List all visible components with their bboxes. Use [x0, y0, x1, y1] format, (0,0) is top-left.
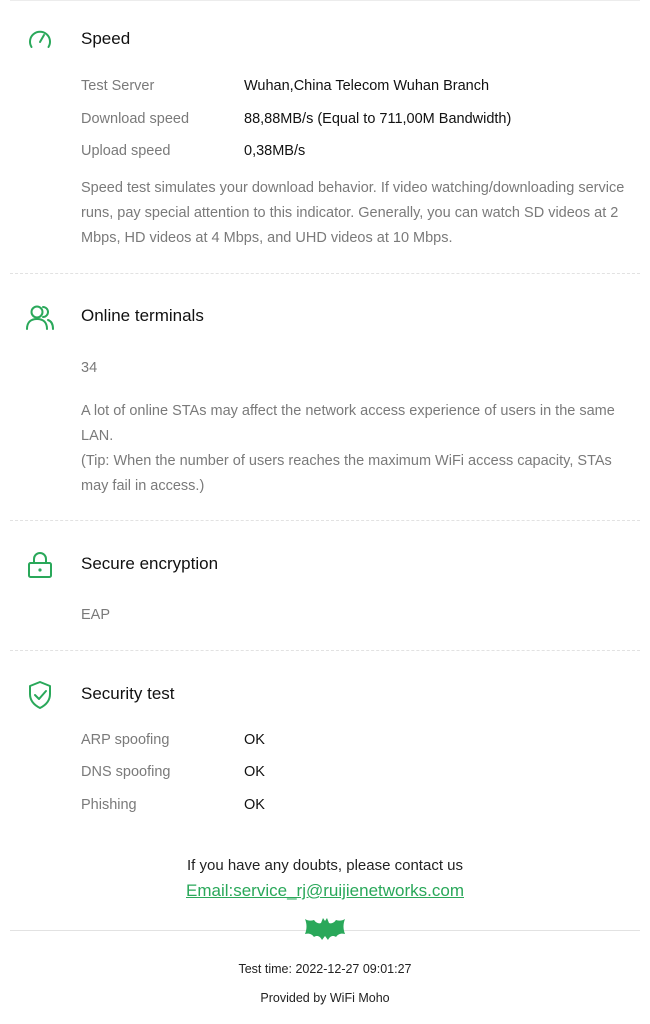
dns-label: DNS spoofing: [81, 764, 171, 780]
speed-row-server: [81, 76, 490, 96]
terminals-header: [24, 301, 204, 333]
speed-header: [24, 24, 131, 56]
download-label: Download speed: [81, 111, 190, 127]
top-divider: [10, 0, 640, 1]
security-row-arp: [81, 730, 265, 750]
test-time: Test time: 2022-12-27 09:01:27: [238, 962, 412, 976]
section-divider: [10, 650, 640, 651]
arp-value: OK: [244, 732, 265, 748]
contact-prompt: If you have any doubts, please contact us: [186, 857, 463, 874]
speed-row-download: [81, 109, 512, 129]
upload-label: Upload speed: [81, 143, 171, 159]
terminals-title: Online terminals: [81, 306, 204, 325]
terminals-count: 34: [81, 360, 98, 376]
speed-title: Speed: [81, 29, 131, 48]
encryption-header: [24, 549, 219, 581]
section-divider: [10, 520, 640, 521]
security-title: Security test: [81, 684, 175, 703]
email-link[interactable]: Email:service_rj@ruijienetworks.com: [186, 881, 464, 900]
bat-logo-icon: [304, 915, 346, 941]
contact-email: [0, 881, 650, 901]
speedometer-icon: [24, 24, 56, 56]
encryption-value: EAP: [81, 607, 111, 623]
encryption-title: Secure encryption: [81, 554, 219, 573]
users-icon: [24, 301, 56, 333]
speed-row-upload: [81, 141, 306, 161]
terminals-description: [81, 399, 636, 499]
server-label: Test Server: [81, 78, 155, 94]
security-header: [24, 679, 175, 711]
security-row-dns: [81, 762, 265, 782]
server-value: Wuhan,China Telecom Wuhan Branch: [244, 78, 490, 94]
security-row-phishing: [81, 795, 265, 815]
section-divider: [10, 273, 640, 274]
provided-by: Provided by WiFi Moho: [260, 991, 390, 1005]
speed-description: Speed test simulates your download behavior. If video watching/downloading service runs, pay special attention to this indicator. Generally, you can watch SD videos at 2 Mbps, HD videos at 4 Mbps, and UHD videos at 10 Mbps.: [81, 180, 625, 246]
dns-value: OK: [244, 764, 265, 780]
arp-label: ARP spoofing: [81, 732, 170, 748]
phishing-label: Phishing: [81, 797, 137, 813]
upload-value: 0,38MB/s: [244, 143, 306, 159]
phishing-value: OK: [244, 797, 265, 813]
download-value: 88,88MB/s (Equal to 711,00M Bandwidth): [244, 111, 512, 127]
lock-icon: [24, 549, 56, 581]
terminals-description-text: A lot of online STAs may affect the network access experience of users in the same LAN.: [81, 403, 615, 444]
shield-check-icon: [24, 679, 56, 711]
terminals-tip: (Tip: When the number of users reaches the maximum WiFi access capacity, STAs may fail in access.): [81, 453, 612, 494]
